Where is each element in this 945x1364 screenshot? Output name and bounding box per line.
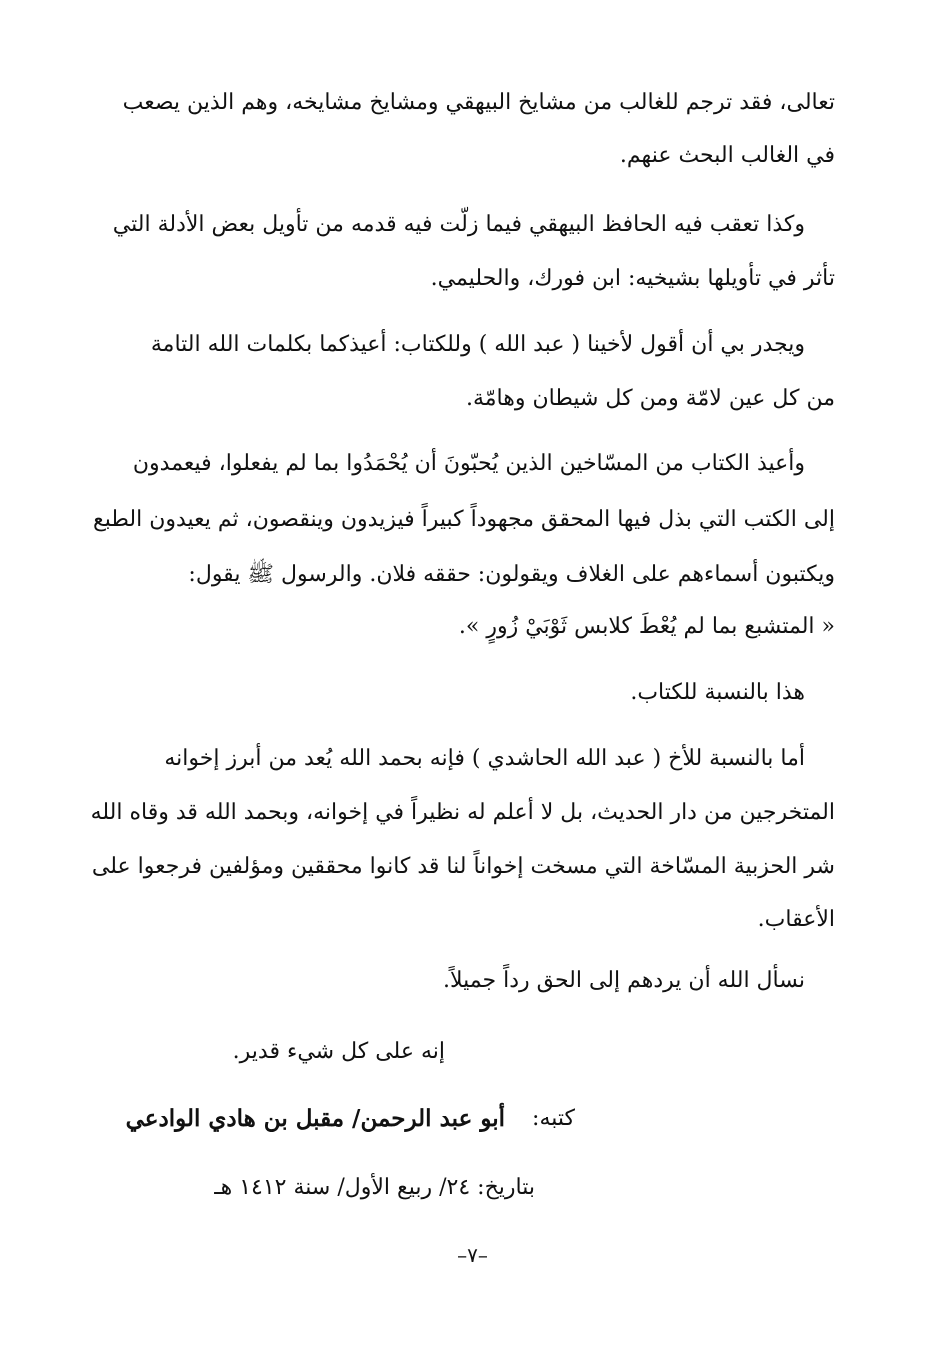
signature-name: أبو عبد الرحمن/ مقبل بن هادي الوادعي: [125, 1105, 505, 1132]
paragraph-6-line-1: أما بالنسبة للأخ ( عبد الله الحاشدي ) فإنه بحمد الله يُعد من أبرز إخوانه: [164, 746, 805, 771]
paragraph-4-line-1: وأعيذ الكتاب من المسّاخين الذين يُحبّونَ أن يُحْمَدُوا بما لم يفعلوا، فيعمدون: [132, 451, 805, 476]
paragraph-6-line-2: المتخرجين من دار الحديث، بل لا أعلم له نظيراً في إخوانه، وبحمد الله قد وقاه الله: [90, 800, 835, 825]
paragraph-5-line-1: هذا بالنسبة للكتاب.: [630, 680, 805, 705]
paragraph-2-line-2: تأثر في تأويلها بشيخيه: ابن فورك، والحليمي.: [430, 266, 835, 291]
paragraph-1-line-2: في الغالب البحث عنهم.: [619, 143, 835, 168]
date-line: بتاريخ: ٢٤/ ربيع الأول/ سنة ١٤١٢ هـ: [214, 1175, 535, 1200]
paragraph-6-line-4: الأعقاب.: [757, 907, 835, 932]
closing-line: إنه على كل شيء قدير.: [232, 1039, 445, 1064]
paragraph-3-line-2: من كل عين لامّة ومن كل شيطان وهامّة.: [465, 386, 835, 411]
paragraph-3-line-1: ويجدر بي أن أقول لأخينا ( عبد الله ) وللكتاب: أعيذكما بكلمات الله التامة: [150, 332, 805, 357]
paragraph-7-line-1: نسأل الله أن يردهم إلى الحق رداً جميلاً.: [443, 968, 805, 993]
page-number: –٧–: [457, 1243, 488, 1267]
paragraph-4-line-3: ويكتبون أسماءهم على الغلاف ويقولون: حققه فلان. والرسول ﷺ يقول:: [188, 562, 835, 587]
paragraph-4-line-2: إلى الكتب التي بذل فيها المحقق مجهوداً كبيراً فيزيدون وينقصون، ثم يعيدون الطبع: [93, 507, 835, 532]
paragraph-4-line-4: « المتشبع بما لم يُعْطَ كلابس ثَوْبَيْ زُورٍ ».: [458, 614, 835, 639]
paragraph-6-line-3: شر الحزبية المسّاخة التي مسخت إخواناً لنا قد كانوا محققين ومؤلفين فرجعوا على: [91, 854, 835, 879]
paragraph-2-line-1: وكذا تعقب فيه الحافظ البيهقي فيما زلّت فيه قدمه من تأويل بعض الأدلة التي: [112, 212, 805, 237]
paragraph-1-line-1: تعالى، فقد ترجم للغالب من مشايخ البيهقي ومشايخ مشايخه، وهم الذين يصعب: [122, 90, 835, 115]
signature-label: كتبه:: [532, 1106, 575, 1131]
